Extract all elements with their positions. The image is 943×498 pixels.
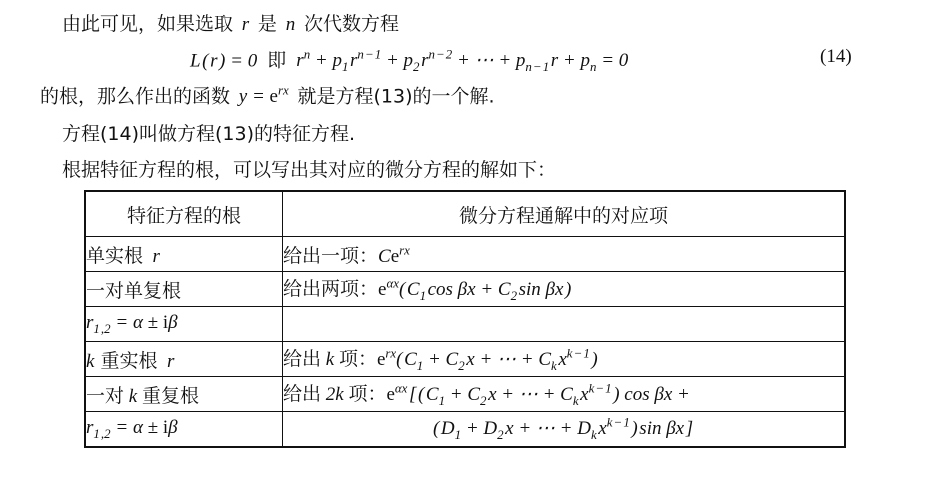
cell-term-complex-pair-continuation: [283, 307, 846, 342]
table-row: [85, 342, 845, 377]
cell-term-complex-pair: [283, 272, 846, 307]
cell-root-complex-pair: [85, 272, 283, 307]
text-run-cn: 给出一项：: [283, 244, 379, 267]
math-expression: ( $D_1 + D_2$ x + ⋯ + $D_k$ $x^{k - 1}$ ) sin βx ]: [433, 414, 694, 443]
paragraph-line-4: 方程(14)叫做方程(13)的特征方程.: [62, 123, 356, 145]
table-header-row: [85, 191, 845, 237]
text-run-cn: 的根，那么作出的函数: [40, 85, 231, 108]
text-run-cn: 重实根: [94, 349, 158, 372]
table-row: [85, 272, 845, 307]
math-expression: $r_{1 ,2} = \alpha \pm i\beta$: [86, 311, 178, 336]
math-symbol-k: k: [124, 385, 142, 407]
cell-root-k-multiple-complex-formula: [85, 412, 283, 448]
solution-table: [84, 190, 846, 448]
displayed-equation-14: [190, 46, 628, 76]
cell-root-single-real: [85, 237, 283, 272]
paragraph-line-3: [40, 82, 495, 110]
paragraph-line-1: [62, 12, 399, 38]
table-header: [85, 191, 845, 237]
text-run-cn: 给出: [283, 348, 322, 371]
equation-polynomial: $r^n + p_1$ $r^{n - 1} + p_2$ $r^{n - 2}$ + ⋯ + $p_{n - 1}$ $r + p_n = 0$: [296, 47, 629, 75]
math-expression: $e^{\alpha x}$ [ ( $C_1 + C_2$ x + ⋯ + $C_k$ $x^{k - 1}$ ) cos βx +: [386, 380, 690, 408]
math-symbol-k: k: [321, 349, 339, 371]
text-run-cn: 项：: [348, 383, 387, 406]
math-symbol-r: r: [157, 350, 175, 372]
cell-root-complex-pair-formula: [85, 307, 283, 342]
equation-number-14: (14): [820, 46, 852, 67]
cell-root-k-multiple-real: [85, 342, 283, 377]
text-run-cn: 单实根: [86, 244, 144, 267]
text-run-cn: 次代数方程: [303, 13, 399, 35]
text-run-cn: 即: [261, 49, 293, 72]
text-run-cn: 重复根: [141, 384, 199, 407]
math-expression: $e^{\alpha x}$( $C_1$ $\cos \beta x + C_2$ sin βx ): [378, 275, 572, 303]
paragraph-line-5: 根据特征方程的根，可以写出其对应的微分方程的解如下：: [62, 159, 557, 181]
equation-lhs: L ( r ) = 0: [190, 50, 258, 72]
cell-term-k-multiple-real: [283, 342, 846, 377]
header-characteristic-roots: 特征方程的根: [85, 191, 283, 237]
math-expression-y-erx: $y = e^{rx}$: [234, 83, 289, 108]
math-expression: $Ce^{rx}$: [378, 242, 410, 267]
math-expression: $r_{1 ,2} = \alpha \pm i\beta$: [86, 416, 178, 441]
math-expression: 2k: [321, 384, 349, 406]
table-row-continuation: [85, 412, 845, 448]
cell-term-k-multiple-complex: [283, 377, 846, 412]
text-run-cn: 就是方程(13)的一个解.: [297, 85, 495, 108]
table-row: [85, 237, 845, 272]
math-expression: $e^{rx}$( $C_1 + C_2$ x + ⋯ + $C_k$ $x^{k - 1}$ ): [376, 345, 598, 373]
cell-root-k-multiple-complex: [85, 377, 283, 412]
cell-term-single-real: [283, 237, 846, 272]
math-symbol-r: r: [143, 245, 160, 267]
math-symbol-k: k: [86, 350, 95, 372]
text-run-cn: 由此可见，如果选取: [62, 13, 234, 35]
text-run-cn: 给出: [283, 383, 322, 406]
text-run-cn: 给出两项：: [283, 278, 379, 301]
math-symbol-r: r: [237, 14, 254, 35]
table-body: [85, 237, 845, 448]
cell-term-k-multiple-complex-continuation: [283, 412, 846, 448]
text-run-cn: 项：: [338, 348, 377, 371]
header-general-solution-terms: 微分方程通解中的对应项: [283, 191, 846, 237]
text-run-cn: 一对单复根: [86, 279, 182, 302]
table-row: [85, 377, 845, 412]
text-run-cn: 一对: [86, 384, 125, 407]
text-run-cn: 是: [257, 13, 277, 35]
table-row-continuation: [85, 307, 845, 342]
math-symbol-n: n: [280, 14, 300, 35]
